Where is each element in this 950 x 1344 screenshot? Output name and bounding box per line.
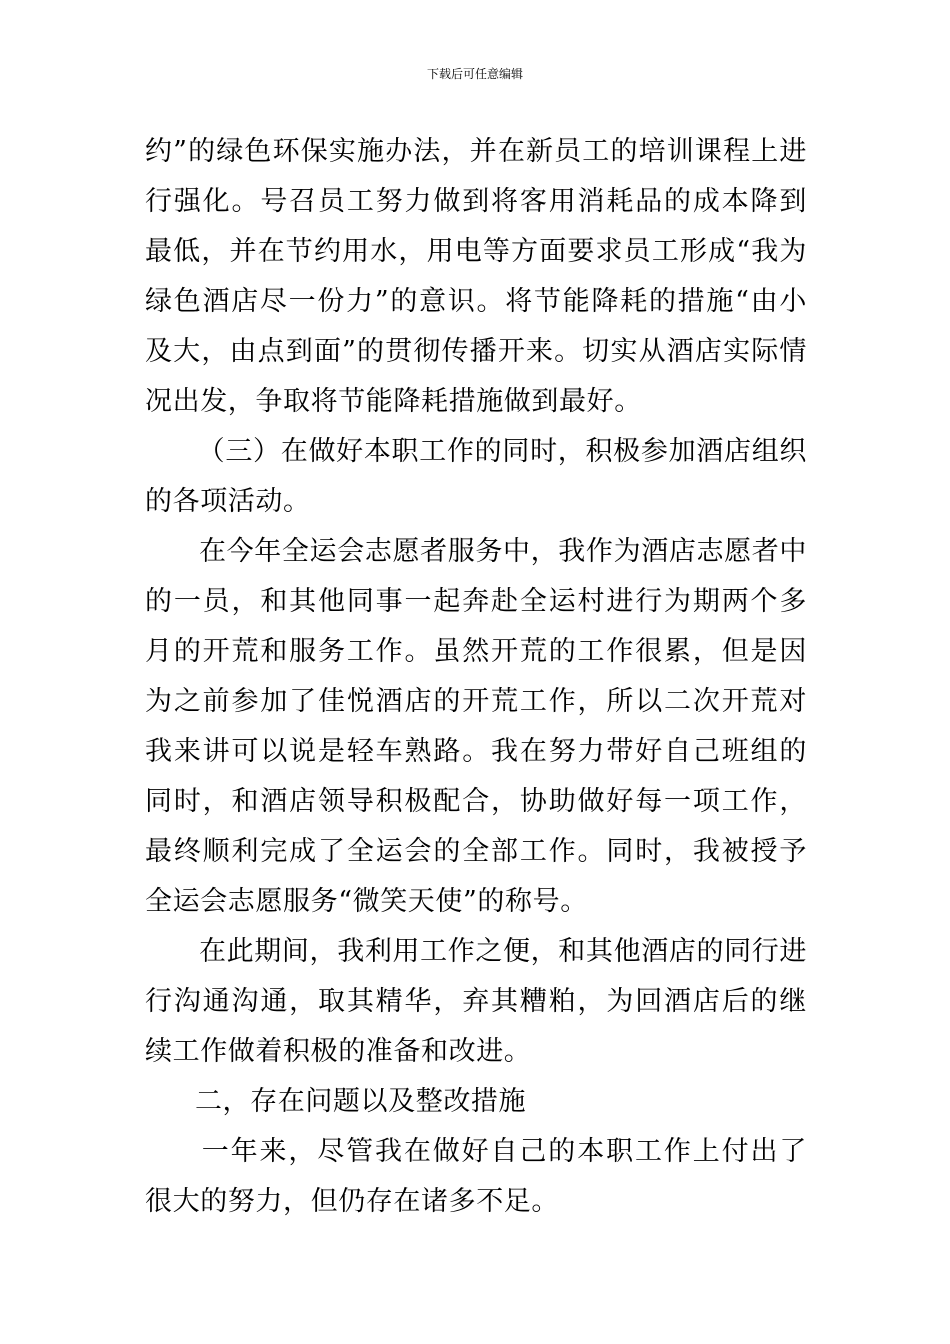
paragraph-green-measures: 约”的绿色环保实施办法，并在新员工的培训课程上进行强化。号召员工努力做到将客用消耗品的成本降到最低，并在节约用水，用电等方面要求员工形成“我为绿色酒店尽一份力”的意识。将节能降耗的措施“由小及大，由点到面”的贯彻传播开来。切实从酒店实际情况出发，争取将节能降耗措施做到最好。 [145,136,807,417]
paragraph-volunteer-service: 在今年全运会志愿者服务中，我作为酒店志愿者中的一员，和其他同事一起奔赴全运村进行为期两个多月的开荒和服务工作。虽然开荒的工作很累，但是因为之前参加了佳悦酒店的开荒工作，所以二次开荒对我来讲可以说是轻车熟路。我在努力带好自己班组的同时，和酒店领导积极配合，协助做好每一项工作，最终顺利完成了全运会的全部工作。同时，我被授予全运会志愿服务“微笑天使”的称号。 [145,536,807,917]
paragraph-section-three: （三）在做好本职工作的同时，积极参加酒店组织的各项活动。 [145,436,807,517]
paragraph-communication: 在此期间，我利用工作之便，和其他酒店的同行进行沟通沟通，取其精华，弃其糟粕，为回酒店后的继续工作做着积极的准备和改进。 [145,936,807,1067]
section-heading-problems: 二，存在问题以及整改措施 [194,1086,527,1117]
paragraph-shortcomings: 一年来，尽管我在做好自己的本职工作上付出了很大的努力，但仍存在诸多不足。 [145,1136,807,1217]
page-header: 下载后可任意编辑 [426,67,523,81]
document-body [145,127,807,1227]
